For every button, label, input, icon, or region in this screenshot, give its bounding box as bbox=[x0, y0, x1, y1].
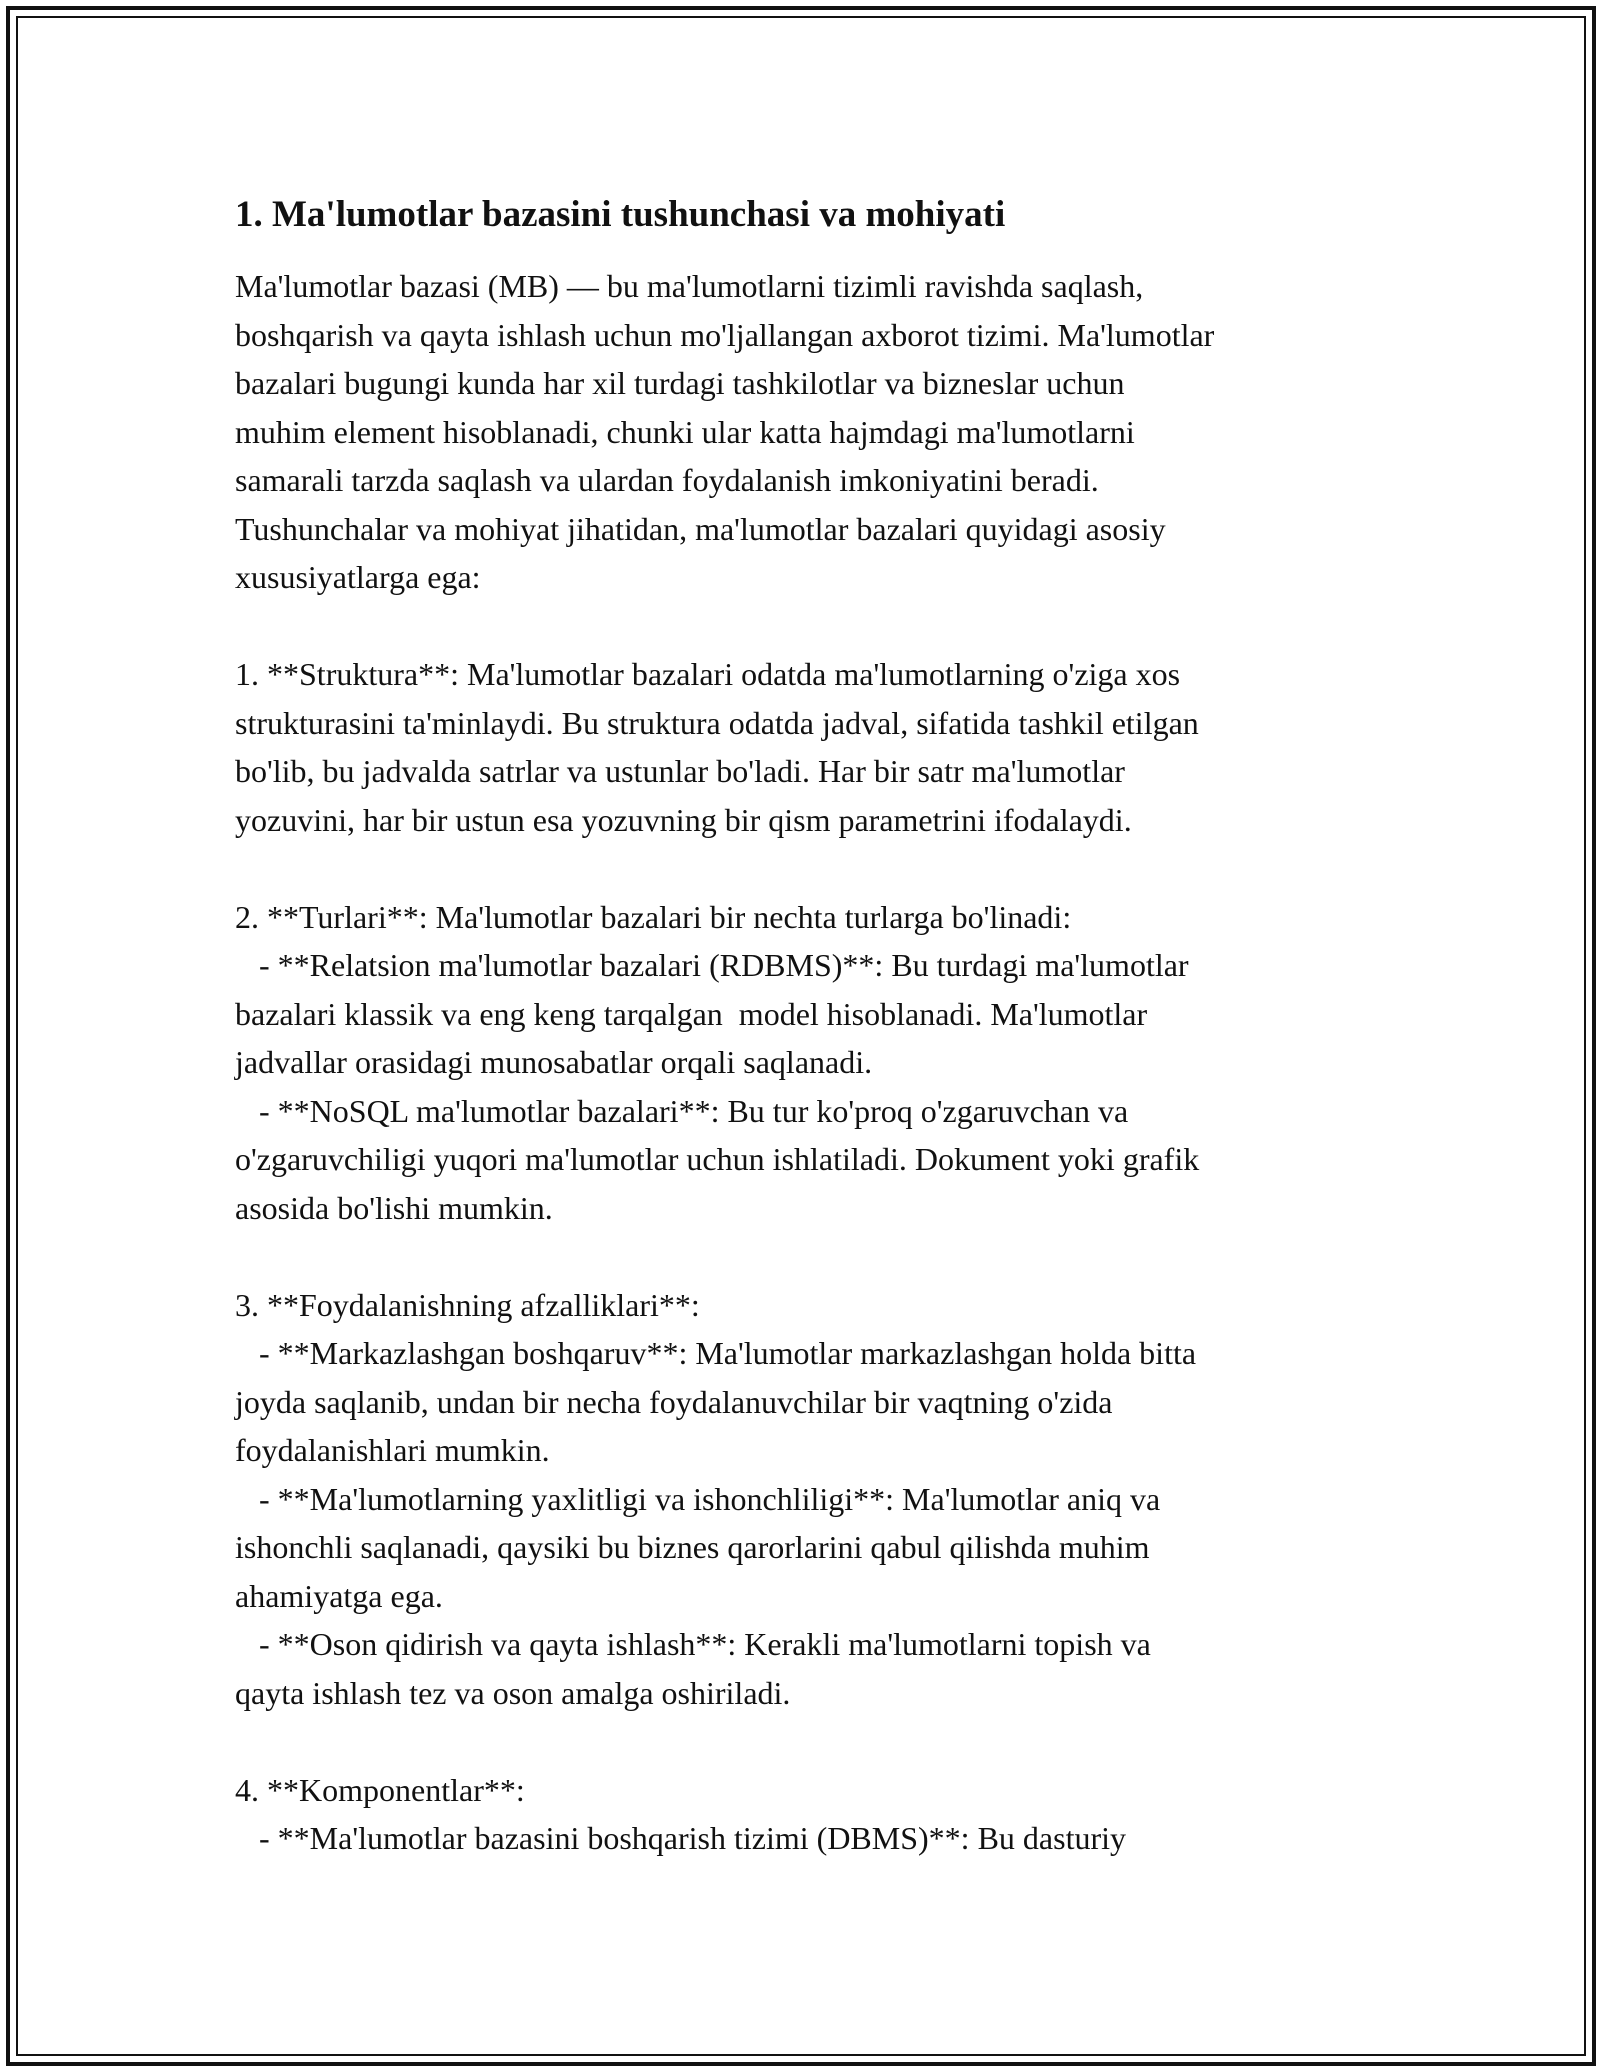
paragraph-gap bbox=[235, 1232, 1375, 1281]
document-body bbox=[235, 190, 1375, 1863]
paragraph-gap bbox=[235, 1717, 1375, 1766]
afzalliklar-line: joyda saqlanib, undan bir necha foydalanuvchilar bir vaqtning o'zida bbox=[235, 1383, 1113, 1420]
intro-line: muhim element hisoblanadi, chunki ular katta hajmdagi ma'lumotlarni bbox=[235, 413, 1135, 450]
komponentlar-line: - **Ma'lumotlar bazasini boshqarish tizimi (DBMS)**: Bu dasturiy bbox=[235, 1820, 1126, 1856]
intro-line: Tushunchalar va mohiyat jihatidan, ma'lumotlar bazalari quyidagi asosiy bbox=[235, 510, 1166, 547]
intro-line: Ma'lumotlar bazasi (MB) — bu ma'lumotlarni tizimli ravishda saqlash, bbox=[235, 268, 1144, 304]
intro-line: boshqarish va qayta ishlash uchun mo'ljallangan axborot tizimi. Ma'lumotlar bbox=[235, 316, 1215, 353]
section-heading: 1. Ma'lumotlar bazasini tushunchasi va mohiyati bbox=[235, 194, 1006, 235]
turlari-line: 2. **Turlari**: Ma'lumotlar bazalari bir nechta turlarga bo'linadi: bbox=[235, 898, 1072, 935]
turlari-line: o'zgaruvchiligi yuqori ma'lumotlar uchun ishlatiladi. Dokument yoki grafik bbox=[235, 1141, 1200, 1177]
komponentlar-line: 4. **Komponentlar**: bbox=[235, 1771, 525, 1808]
turlari-line: - **NoSQL ma'lumotlar bazalari**: Bu tur ko'proq o'zgaruvchan va bbox=[235, 1092, 1129, 1129]
intro-paragraph bbox=[235, 262, 1375, 1863]
turlari-line: jadvallar orasidagi munosabatlar orqali saqlanadi. bbox=[235, 1044, 873, 1080]
afzalliklar-line: foydalanishlari mumkin. bbox=[235, 1432, 550, 1468]
intro-line: xususiyatlarga ega: bbox=[235, 559, 481, 595]
intro-line: bazalari bugungi kunda har xil turdagi tashkilotlar va bizneslar uchun bbox=[235, 365, 1125, 401]
afzalliklar-line: 3. **Foydalanishning afzalliklari**: bbox=[235, 1286, 700, 1323]
afzalliklar-line: qayta ishlash tez va oson amalga oshiriladi. bbox=[235, 1674, 791, 1711]
afzalliklar-line: ishonchli saqlanadi, qaysiki bu biznes qarorlarini qabul qilishda muhim bbox=[235, 1529, 1150, 1565]
afzalliklar-line: - **Ma'lumotlarning yaxlitligi va ishonchliligi**: Ma'lumotlar aniq va bbox=[235, 1480, 1161, 1517]
paragraph-gap bbox=[235, 844, 1375, 893]
turlari-line: bazalari klassik va eng keng tarqalgan model hisoblanadi. Ma'lumotlar bbox=[235, 995, 1148, 1032]
paragraph-gap bbox=[235, 602, 1375, 651]
intro-line: samarali tarzda saqlash va ulardan foydalanish imkoniyatini beradi. bbox=[235, 462, 1099, 498]
afzalliklar-line: - **Markazlashgan boshqaruv**: Ma'lumotlar markazlashgan holda bitta bbox=[235, 1335, 1197, 1371]
afzalliklar-line: ahamiyatga ega. bbox=[235, 1577, 443, 1614]
turlari-line: - **Relatsion ma'lumotlar bazalari (RDBMS)**: Bu turdagi ma'lumotlar bbox=[235, 947, 1189, 983]
struktura-line: bo'lib, bu jadvalda satrlar va ustunlar bo'ladi. Har bir satr ma'lumotlar bbox=[235, 753, 1125, 789]
afzalliklar-line: - **Oson qidirish va qayta ishlash**: Kerakli ma'lumotlarni topish va bbox=[235, 1626, 1151, 1662]
struktura-line: strukturasini ta'minlaydi. Bu struktura odatda jadval, sifatida tashkil etilgan bbox=[235, 704, 1199, 741]
struktura-line: yozuvini, har bir ustun esa yozuvning bir qism parametrini ifodalaydi. bbox=[235, 801, 1132, 838]
struktura-line: 1. **Struktura**: Ma'lumotlar bazalari odatda ma'lumotlarning o'ziga xos bbox=[235, 656, 1181, 692]
turlari-line: asosida bo'lishi mumkin. bbox=[235, 1189, 553, 1226]
